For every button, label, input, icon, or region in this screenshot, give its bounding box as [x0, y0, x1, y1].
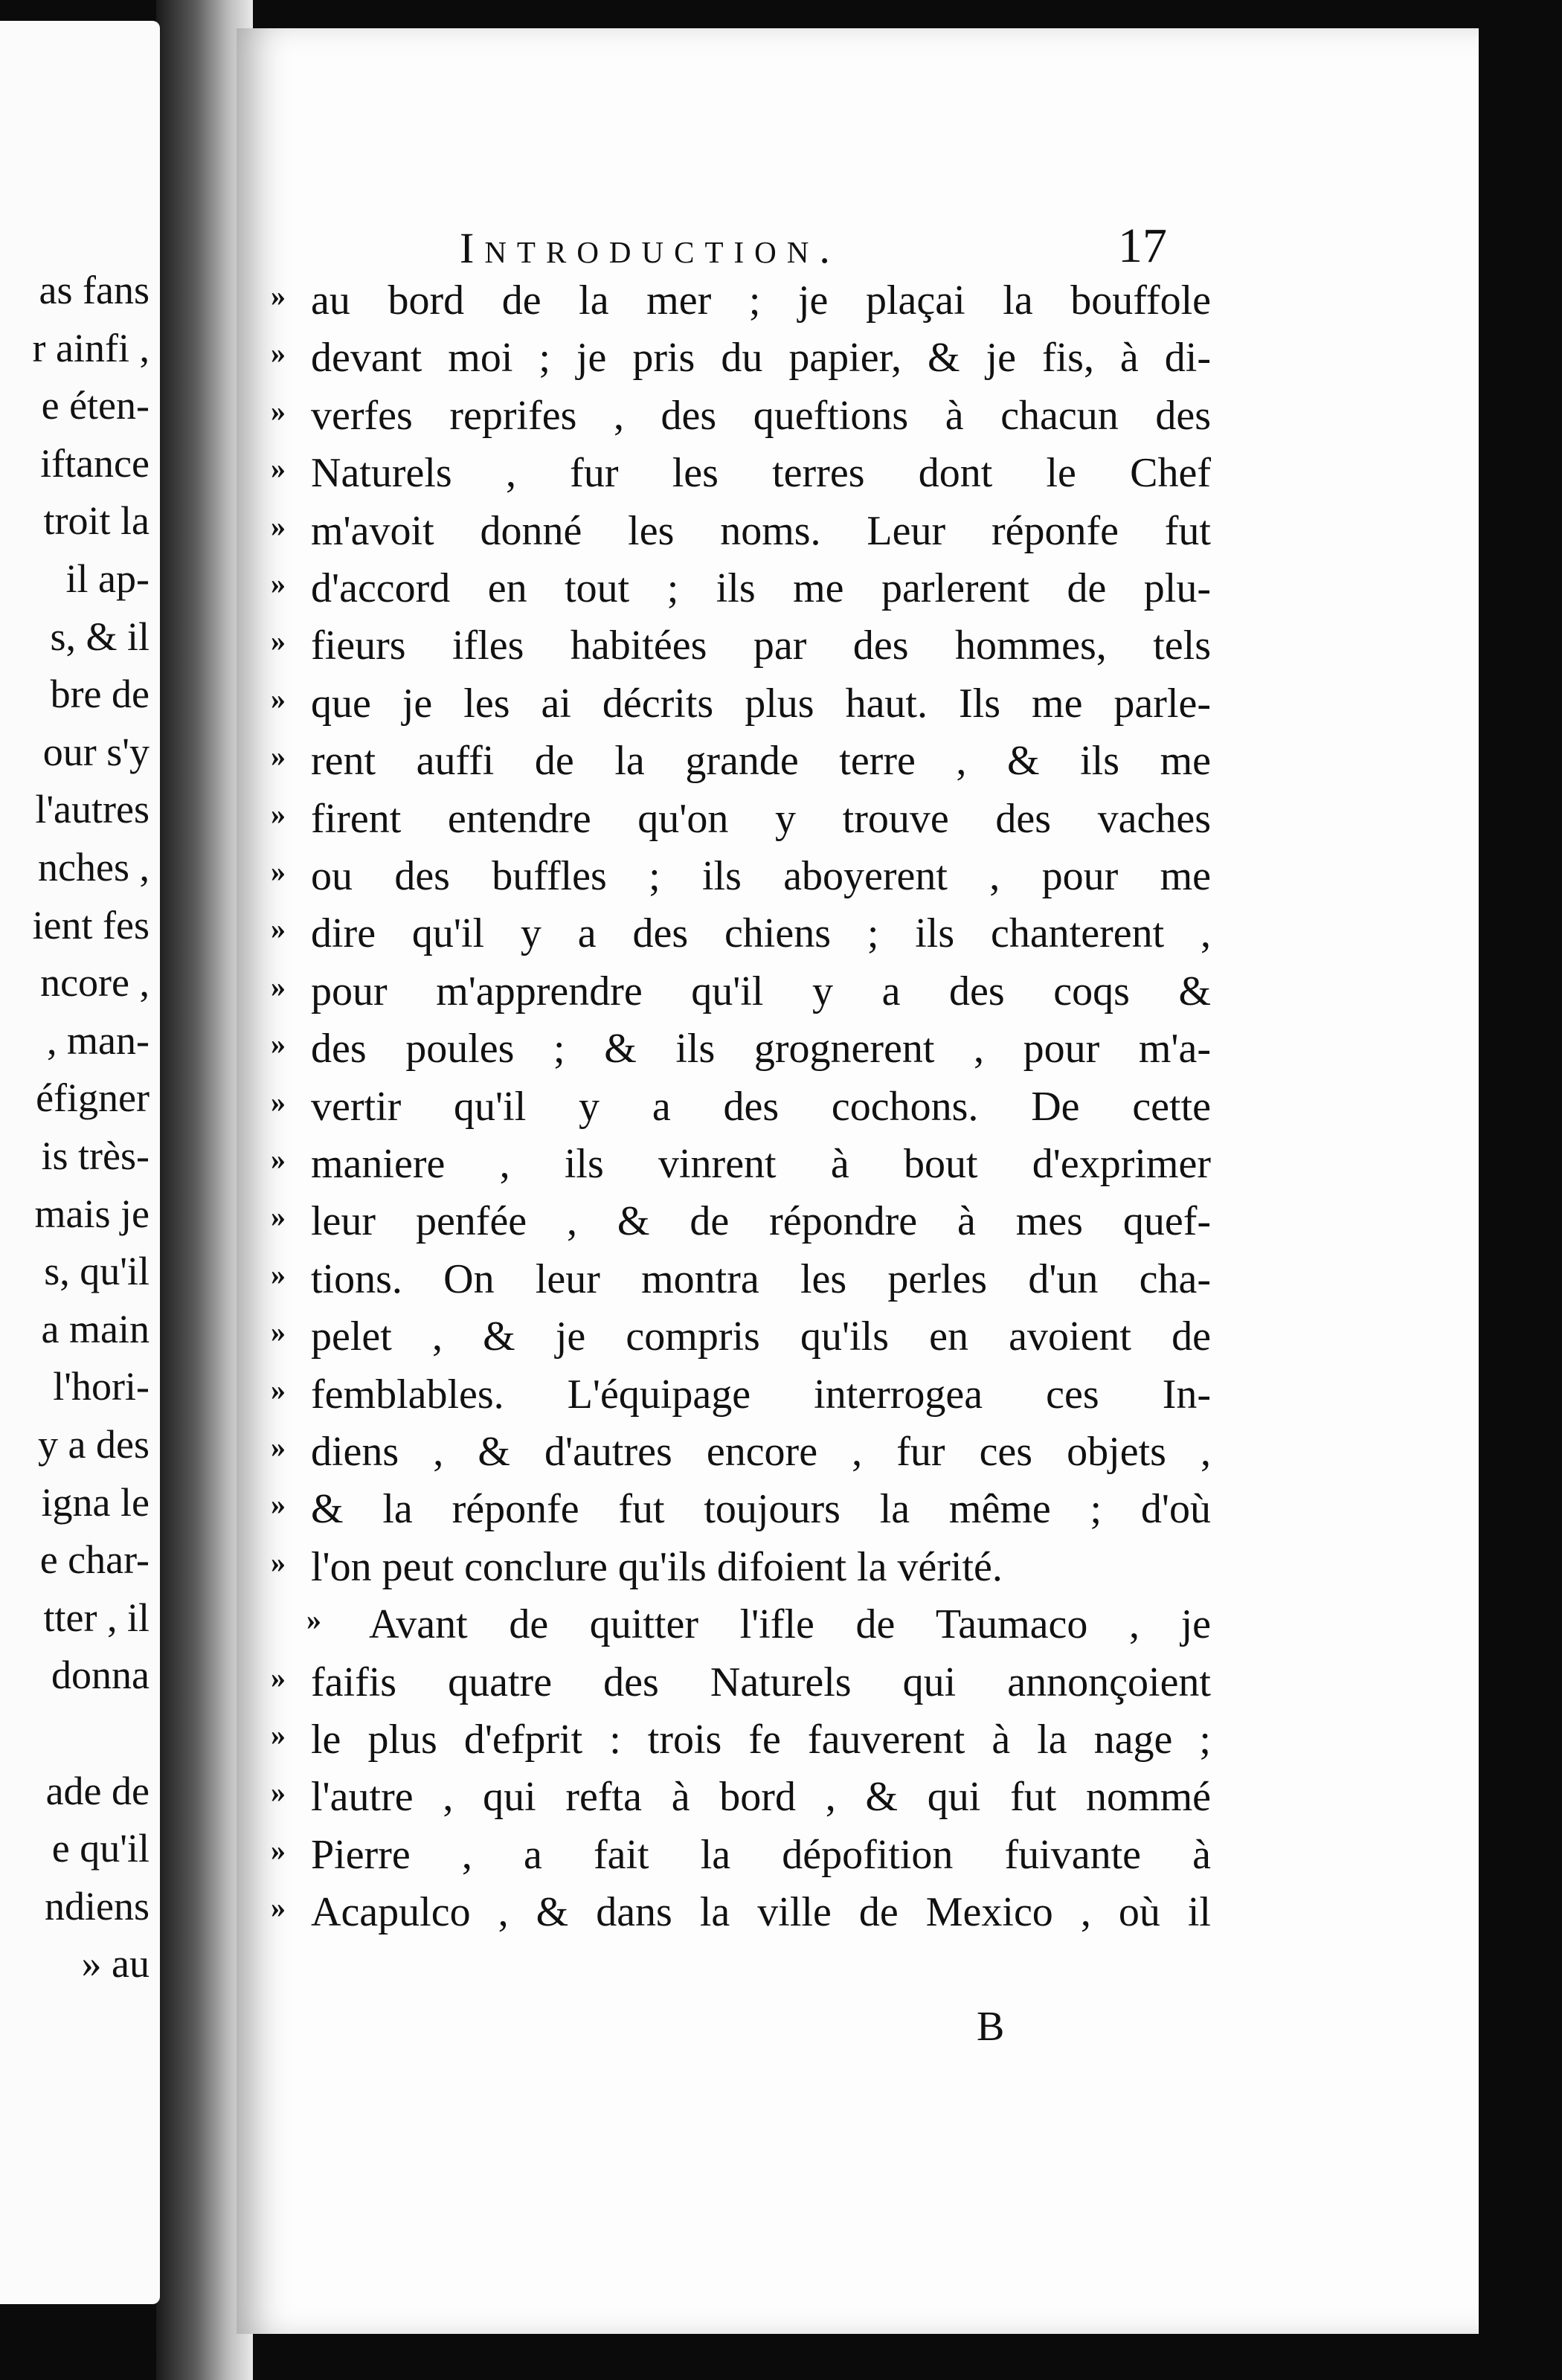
left-page-line-fragment: éfigner [36, 1075, 150, 1121]
guillemet-marker: » [271, 279, 286, 312]
line-text: ou des buffles ; ils aboyerent , pour me [311, 853, 1211, 899]
text-line [257, 503, 1209, 559]
left-page-line-fragment: s, qu'il [44, 1249, 150, 1294]
line-text: pelet , & je compris qu'ils en avoient de [311, 1313, 1211, 1360]
left-page-line-fragment: is très- [41, 1133, 150, 1178]
guillemet-marker: » [271, 624, 286, 658]
guillemet-marker: » [271, 1084, 286, 1119]
line-text: diens , & d'autres encore , fur ces objets , [311, 1429, 1211, 1475]
left-page-line-fragment: ade de [45, 1768, 150, 1813]
guillemet-marker: » [271, 1660, 286, 1694]
left-page-line-fragment: troit la [43, 498, 150, 544]
text-line [257, 905, 1209, 962]
guillemet-marker: » [271, 567, 286, 600]
left-page-line-fragment: , man- [47, 1017, 150, 1063]
text-line [257, 1136, 1209, 1192]
line-text: tions. On leur montra les perles d'un cha- [311, 1255, 1211, 1302]
line-text: d'accord en tout ; ils me parlerent de plu- [311, 565, 1211, 611]
guillemet-marker: » [306, 1603, 321, 1637]
guillemet-marker: » [271, 1833, 286, 1867]
text-line [257, 329, 1209, 386]
right-page [237, 28, 1479, 2334]
text-line [257, 1827, 1209, 1883]
left-facing-page [0, 21, 160, 2304]
line-text: l'autre , qui refta à bord , & qui fut nommé [311, 1774, 1211, 1821]
guillemet-marker: » [271, 1027, 286, 1061]
text-line [257, 963, 1209, 1020]
line-text: leur penfée , & de répondre à mes quef- [311, 1198, 1211, 1245]
left-page-line-fragment: e qu'il [51, 1826, 150, 1871]
text-line [257, 1654, 1209, 1711]
text-line [257, 1366, 1209, 1423]
left-page-line-fragment: il ap- [65, 556, 150, 601]
left-page-line-fragment: mais je [34, 1191, 150, 1236]
guillemet-marker: » [271, 1372, 286, 1406]
guillemet-marker: » [271, 912, 286, 946]
text-line [257, 791, 1209, 847]
guillemet-marker: » [271, 797, 286, 831]
page-number: 17 [1118, 219, 1167, 273]
left-page-line-fragment: tter , il [43, 1595, 150, 1640]
running-header: Introduction. [460, 224, 841, 272]
line-text: l'on peut conclure qu'ils difoient la vérité. [311, 1543, 1003, 1590]
line-text: verfes reprifes , des queftions à chacun des [311, 392, 1211, 439]
line-text: vertir qu'il y a des cochons. De cette [311, 1083, 1211, 1130]
text-line [257, 1481, 1209, 1537]
text-line [257, 1078, 1209, 1135]
guillemet-marker: » [271, 1718, 286, 1752]
left-page-line-fragment: y a des [38, 1422, 150, 1467]
line-text: & la réponfe fut toujours la même ; d'où [311, 1486, 1211, 1533]
text-line [257, 387, 1209, 444]
left-page-line-fragment: ndiens [45, 1883, 150, 1929]
text-line [257, 272, 1209, 329]
line-text: femblables. L'équipage interrogea ces In- [311, 1371, 1211, 1418]
line-text: Avant de quitter l'ifle de Taumaco , je [369, 1601, 1211, 1648]
guillemet-marker: » [271, 1257, 286, 1291]
line-text: maniere , ils vinrent à bout d'exprimer [311, 1141, 1211, 1187]
text-line [257, 1193, 1209, 1250]
text-line [257, 1308, 1209, 1365]
left-page-line-fragment: a main [41, 1306, 150, 1351]
text-line [257, 848, 1209, 904]
text-line [257, 1884, 1209, 1940]
text-line [257, 445, 1209, 501]
line-text: fieurs ifles habitées par des hommes, tels [311, 623, 1211, 669]
left-page-line-fragment: » au [81, 1941, 150, 1987]
text-line [257, 1020, 1209, 1077]
guillemet-marker: » [271, 1488, 286, 1522]
text-line [257, 560, 1209, 617]
line-text: m'avoit donné les noms. Leur réponfe fut [311, 507, 1211, 554]
left-page-line-fragment: l'hori- [53, 1364, 150, 1409]
guillemet-marker: » [271, 1142, 286, 1176]
left-page-line-fragment: our s'y [42, 729, 150, 774]
line-text: firent entendre qu'on y trouve des vaches [311, 795, 1211, 842]
signature-mark: B [977, 2004, 1005, 2050]
left-page-line-fragment: e char- [39, 1537, 150, 1583]
guillemet-marker: » [271, 681, 286, 715]
guillemet-marker: » [271, 739, 286, 774]
line-text: Naturels , fur les terres dont le Chef [311, 450, 1211, 497]
text-line [257, 1424, 1209, 1480]
line-text: dire qu'il y a des chiens ; ils chanterent , [311, 910, 1211, 957]
text-line [257, 1539, 1209, 1595]
line-text: Pierre , a fait la dépofition fuivante à [311, 1831, 1211, 1878]
guillemet-marker: » [271, 1775, 286, 1810]
text-line [257, 617, 1209, 674]
guillemet-marker: » [271, 1430, 286, 1464]
line-text: pour m'apprendre qu'il y a des coqs & [311, 968, 1211, 1014]
left-page-line-fragment: igna le [41, 1479, 150, 1525]
guillemet-marker: » [271, 855, 286, 888]
left-page-line-fragment: donna [51, 1653, 150, 1698]
left-page-line-fragment: as fans [39, 268, 150, 312]
guillemet-marker: » [271, 1545, 286, 1579]
guillemet-marker: » [271, 451, 286, 486]
scan-border [1479, 0, 1562, 2380]
text-line [257, 1711, 1209, 1768]
line-text: des poules ; & ils grognerent , pour m'a- [311, 1026, 1211, 1072]
left-page-line-fragment: r ainfi , [32, 325, 150, 370]
line-text: faifis quatre des Naturels qui annonçoient [311, 1659, 1211, 1705]
left-page-line-fragment: l'autres [35, 787, 150, 832]
left-page-line-fragment: e éten- [41, 383, 150, 428]
left-page-line-fragment: iftance [40, 440, 150, 486]
text-line [257, 1596, 1209, 1653]
text-line [257, 1251, 1209, 1308]
guillemet-marker: » [271, 1891, 286, 1925]
line-text: que je les ai décrits plus haut. Ils me parle- [311, 680, 1211, 727]
left-page-line-fragment: s, & il [50, 614, 150, 659]
line-text: Acapulco , & dans la ville de Mexico , où il [311, 1889, 1211, 1936]
guillemet-marker: » [271, 1200, 286, 1234]
guillemet-marker: » [271, 393, 286, 428]
guillemet-marker: » [271, 1315, 286, 1349]
line-text: le plus d'efprit : trois fe fauverent à la nage ; [311, 1717, 1211, 1763]
line-text: rent auffi de la grande terre , & ils me [311, 738, 1211, 785]
text-line [257, 675, 1209, 732]
left-page-line-fragment: nches , [38, 845, 150, 890]
guillemet-marker: » [271, 336, 286, 370]
left-page-line-fragment: ncore , [40, 960, 150, 1006]
text-line [257, 733, 1209, 789]
line-text: au bord de la mer ; je plaçai la bouffole [311, 277, 1211, 324]
guillemet-marker: » [271, 509, 286, 543]
left-page-line-fragment: ient fes [32, 902, 150, 948]
guillemet-marker: » [271, 969, 286, 1003]
line-text: devant moi ; je pris du papier, & je fis, à di- [311, 335, 1211, 382]
text-line [257, 1769, 1209, 1825]
left-page-line-fragment: bre de [50, 672, 150, 717]
